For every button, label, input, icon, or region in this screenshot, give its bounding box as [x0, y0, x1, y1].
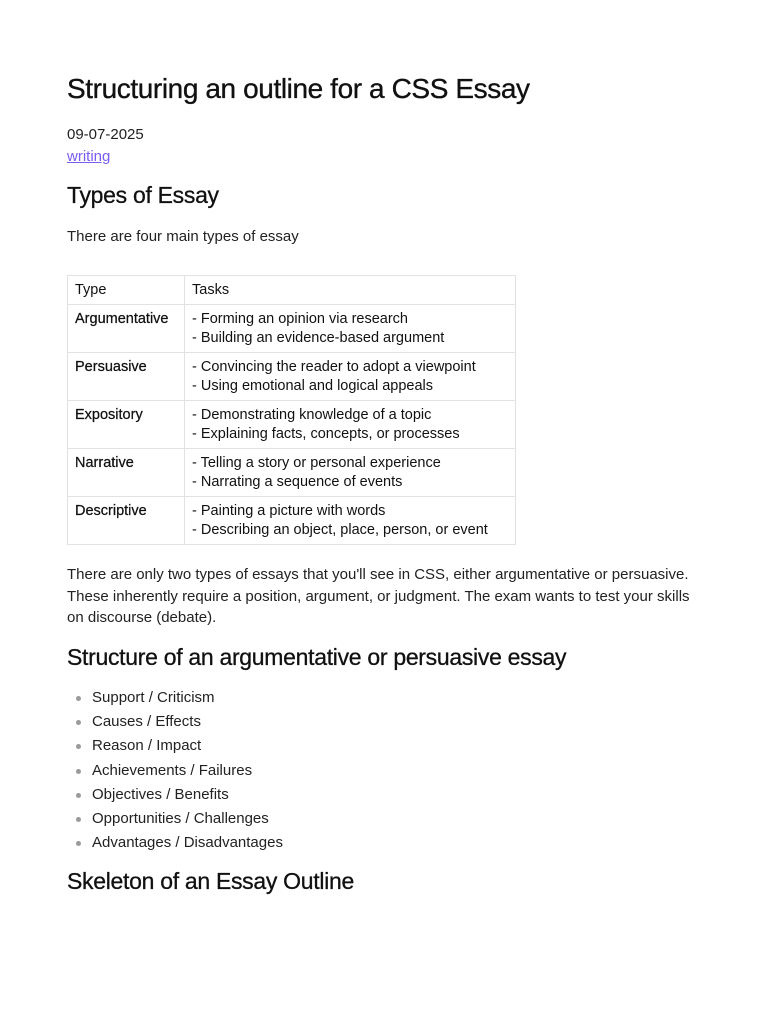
task-line: - Building an evidence-based argument: [192, 330, 445, 346]
tasks-cell: [185, 305, 516, 353]
tasks-cell: [185, 353, 516, 401]
tasks-cell: [185, 401, 516, 449]
list-item-label: Advantages / Disadvantages: [92, 834, 283, 852]
type-cell: Argumentative: [68, 305, 185, 353]
list-item-label: Reason / Impact: [92, 737, 202, 755]
table-row: [68, 449, 516, 497]
section-heading-structure: Structure of an argumentative or persuasive essay: [67, 644, 567, 670]
task-line: - Forming an opinion via research: [192, 311, 408, 327]
bullet-icon: [76, 817, 81, 822]
tasks-cell: [185, 497, 516, 545]
bullet-icon: [76, 744, 81, 749]
bullet-icon: [76, 793, 81, 798]
structure-list: [67, 686, 283, 855]
list-item-label: Opportunities / Challenges: [92, 810, 269, 828]
bullet-icon: [76, 696, 81, 701]
table-row: [68, 401, 516, 449]
types-intro: There are four main types of essay: [67, 228, 299, 245]
list-item-label: Objectives / Benefits: [92, 785, 229, 803]
type-cell: Expository: [68, 401, 185, 449]
type-cell: Descriptive: [68, 497, 185, 545]
page-title: Structuring an outline for a CSS Essay: [67, 73, 530, 104]
bullet-icon: [76, 841, 81, 846]
column-header-tasks: Tasks: [185, 276, 516, 305]
list-item-label: Achievements / Failures: [92, 761, 253, 779]
section-heading-types: Types of Essay: [67, 182, 219, 208]
css-essay-paragraph: There are only two types of essays that you'll see in CSS, either argumentative or persuasive. These inherently require a position, argument, or judgment. The exam wants to test your skills on discourse (debate).: [67, 566, 690, 626]
task-line: - Convincing the reader to adopt a viewpoint: [192, 359, 476, 375]
essay-types-table: [67, 275, 516, 545]
task-line: - Describing an object, place, person, or event: [192, 522, 488, 538]
bullet-icon: [76, 720, 81, 725]
list-item-label: Causes / Effects: [92, 713, 201, 731]
bullet-icon: [76, 769, 81, 774]
task-line: - Using emotional and logical appeals: [192, 378, 434, 394]
list-item: [67, 686, 283, 710]
task-line: - Telling a story or personal experience: [192, 455, 441, 471]
task-line: - Painting a picture with words: [192, 503, 386, 519]
table-header-row: [68, 276, 516, 305]
tag-link[interactable]: writing: [67, 148, 111, 165]
task-line: - Demonstrating knowledge of a topic: [192, 407, 432, 423]
type-cell: Persuasive: [68, 353, 185, 401]
task-line: - Explaining facts, concepts, or processes: [192, 426, 460, 442]
table-row: [68, 305, 516, 353]
section-heading-skeleton: Skeleton of an Essay Outline: [67, 868, 354, 894]
column-header-type: Type: [68, 276, 185, 305]
list-item: [67, 783, 283, 807]
list-item: [67, 734, 283, 758]
table-row: [68, 353, 516, 401]
tasks-cell: [185, 449, 516, 497]
post-date: 09-07-2025: [67, 126, 144, 143]
type-cell: Narrative: [68, 449, 185, 497]
list-item: [67, 759, 283, 783]
list-item: [67, 831, 283, 855]
list-item: [67, 807, 283, 831]
table-row: [68, 497, 516, 545]
task-line: - Narrating a sequence of events: [192, 474, 403, 490]
list-item-label: Support / Criticism: [92, 689, 215, 706]
list-item: [67, 710, 283, 734]
